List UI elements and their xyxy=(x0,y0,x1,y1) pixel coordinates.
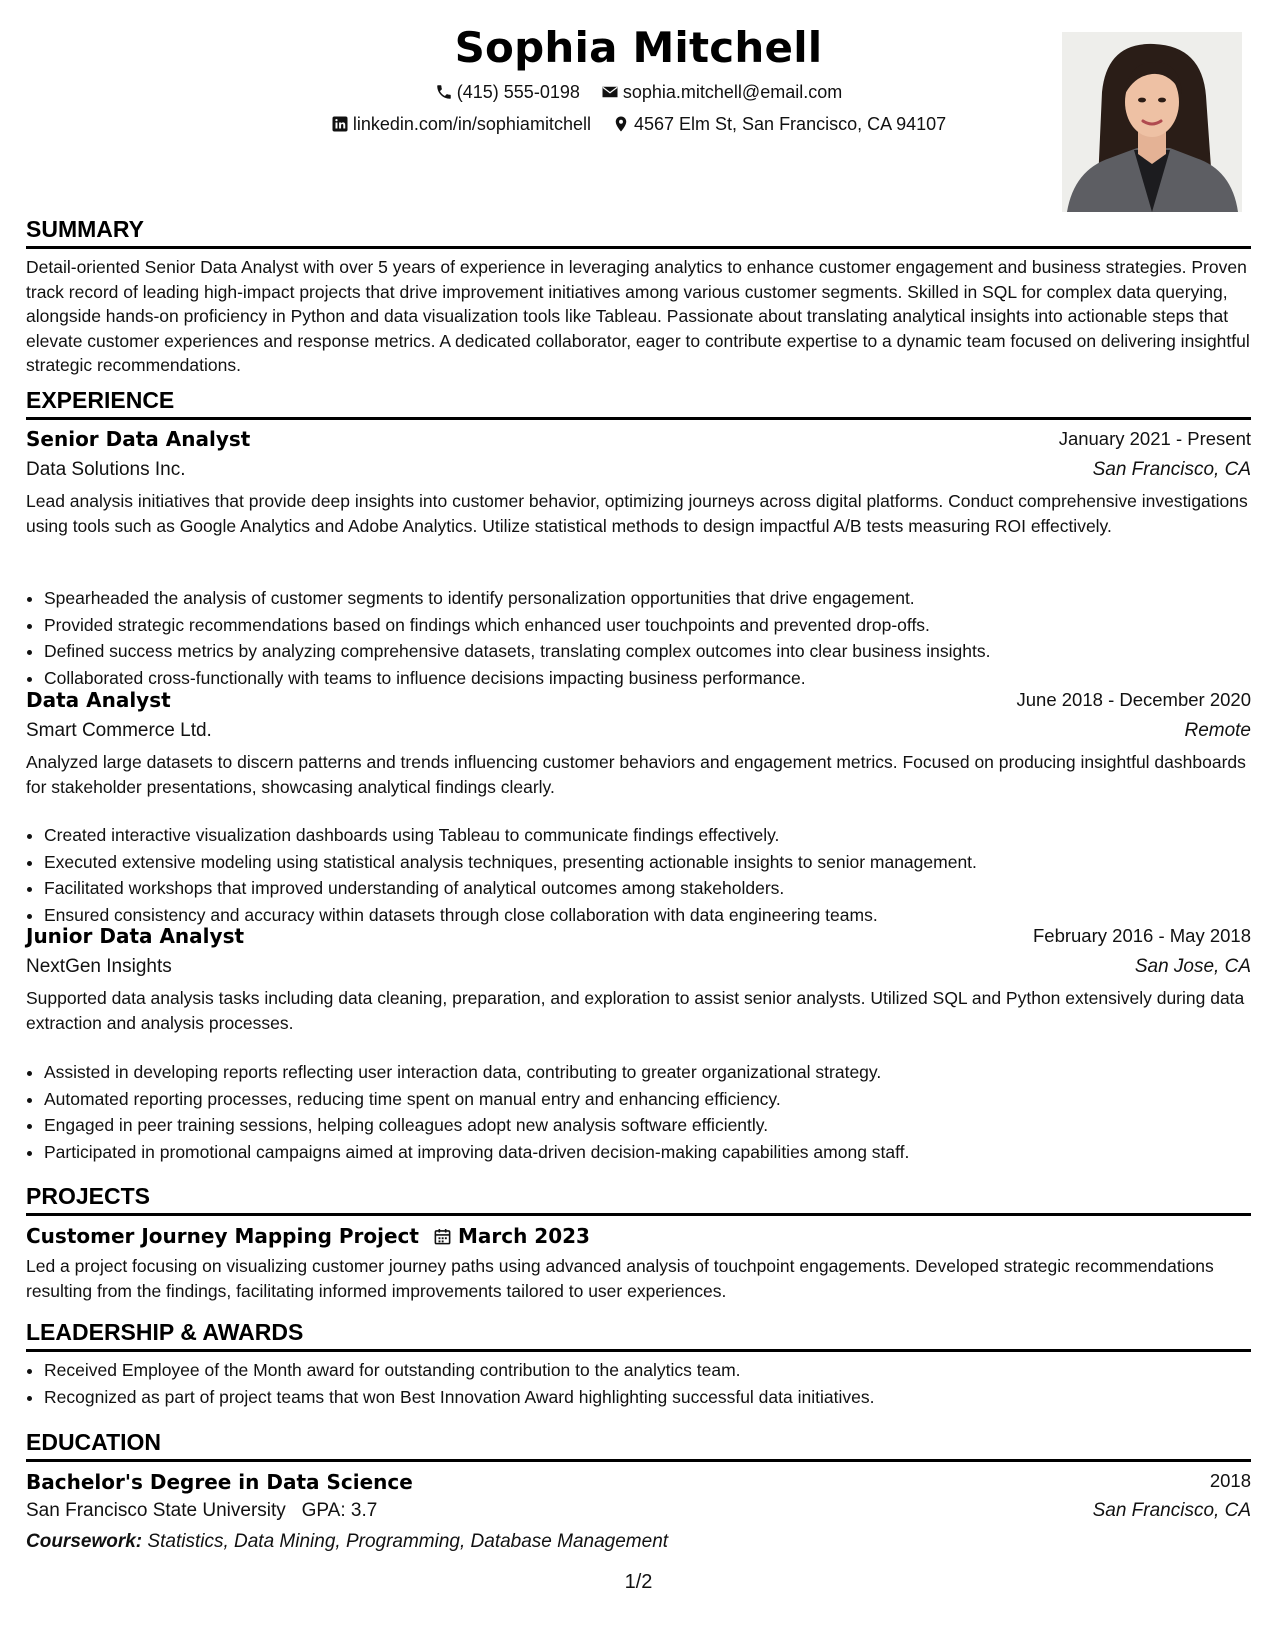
profile-photo-image xyxy=(1062,32,1242,212)
linkedin-icon xyxy=(331,115,349,133)
summary-text: Detail-oriented Senior Data Analyst with over 5 years of experience in leveraging analytics to enhance customer engagement and business strategies. Proven track record of leading high-impact projects that drive improvement initiatives among various customer segments. Skilled in SQL for complex data querying, alongside hands-on proficiency in Python and data visualization tools like Tableau. Passionate about translating analytical insights into actionable steps that elevate customer experiences and response metrics. A dedicated collaborator, eager to contribute expertise to a dynamic team focused on delivering insightful strategic recommendations. xyxy=(26,257,1250,375)
job-dates: January 2021 - Present xyxy=(1058,428,1251,449)
email-text[interactable]: sophia.mitchell@email.com xyxy=(622,82,843,102)
profile-photo xyxy=(1062,32,1242,212)
job-title: Data Analyst xyxy=(26,688,171,712)
linkedin-contact[interactable] xyxy=(331,112,591,136)
job-title: Senior Data Analyst xyxy=(26,427,251,451)
bullet-item: • Defined success metrics by analyzing comprehensive datasets, translating complex outcomes into clear business insights. xyxy=(44,638,1269,665)
coursework-label: Coursework: xyxy=(26,1531,143,1552)
coursework-text: Statistics, Data Mining, Programming, Database Management xyxy=(147,1531,669,1552)
address-text: 4567 Elm St, San Francisco, CA 94107 xyxy=(633,114,947,134)
job-bullets xyxy=(26,822,1269,928)
job-company: Smart Commerce Ltd. xyxy=(26,720,212,741)
email-contact[interactable] xyxy=(601,80,842,104)
job-description: Analyzed large datasets to discern patterns and trends influencing customer behaviors and engagement metrics. Focused on producing insightful dashboards for stakeholder presentations, showcasing analytical findings clearly. xyxy=(26,752,1246,797)
experience-heading: EXPERIENCE xyxy=(26,385,1251,420)
gpa-text: GPA: 3.7 xyxy=(301,1500,378,1521)
leadership-heading: LEADERSHIP & AWARDS xyxy=(26,1317,1251,1352)
job-dates: June 2018 - December 2020 xyxy=(1016,689,1251,710)
bullet-item: • Assisted in developing reports reflecting user interaction data, contributing to greater organizational strategy. xyxy=(44,1059,1269,1086)
leadership-bullets xyxy=(26,1357,1269,1410)
resume-page xyxy=(26,0,1251,1650)
calendar-icon xyxy=(433,1227,452,1246)
graduation-year: 2018 xyxy=(1209,1470,1251,1491)
resume-header xyxy=(26,18,1251,218)
bullet-item: • Executed extensive modeling using statistical analysis techniques, presenting actionable insights to senior management. xyxy=(44,849,1269,876)
bullet-item: • Automated reporting processes, reducing time spent on manual entry and enhancing efficiency. xyxy=(44,1086,1269,1113)
envelope-icon xyxy=(601,83,619,101)
job-location: San Francisco, CA xyxy=(1092,459,1251,480)
bullet-item: • Participated in promotional campaigns aimed at improving data-driven decision-making capabilities among staff. xyxy=(44,1139,1269,1166)
project-date: March 2023 xyxy=(457,1224,590,1248)
phone-contact xyxy=(435,80,580,104)
job-dates: February 2016 - May 2018 xyxy=(1032,925,1251,946)
project-name: Customer Journey Mapping Project xyxy=(26,1224,419,1248)
bullet-item: • Spearheaded the analysis of customer segments to identify personalization opportunities that drive engagement. xyxy=(44,585,1269,612)
school-name: San Francisco State University xyxy=(26,1500,286,1521)
map-pin-icon xyxy=(612,115,630,133)
bullet-item: • Ensured consistency and accuracy within datasets through close collaboration with data engineering teams. xyxy=(44,902,1269,929)
bullet-item: • Received Employee of the Month award for outstanding contribution to the analytics team. xyxy=(44,1357,1269,1384)
coursework-line xyxy=(26,1528,668,1556)
address-contact xyxy=(612,112,946,136)
bullet-item: • Created interactive visualization dashboards using Tableau to communicate findings effectively. xyxy=(44,822,1269,849)
job-location: Remote xyxy=(1184,720,1251,741)
job-bullets xyxy=(26,1059,1269,1165)
school-location: San Francisco, CA xyxy=(1092,1500,1251,1521)
job-title: Junior Data Analyst xyxy=(26,924,245,948)
school-line xyxy=(26,1497,377,1525)
candidate-name: Sophia Mitchell xyxy=(454,23,823,72)
bullet-item: • Collaborated cross-functionally with teams to influence decisions impacting business performance. xyxy=(44,665,1269,692)
bullet-item: • Provided strategic recommendations based on findings which enhanced user touchpoints and prevented drop-offs. xyxy=(44,612,1269,639)
project-title-row xyxy=(26,1222,590,1250)
education-heading: EDUCATION xyxy=(26,1427,1251,1462)
degree-title: Bachelor's Degree in Data Science xyxy=(26,1470,413,1494)
linkedin-text[interactable]: linkedin.com/in/sophiamitchell xyxy=(352,114,591,134)
job-description: Supported data analysis tasks including data cleaning, preparation, and exploration to assist senior analysts. Utilized SQL and Python extensively during data extraction and analysis processes. xyxy=(26,988,1245,1033)
phone-icon xyxy=(435,83,453,101)
project-description: Led a project focusing on visualizing customer journey paths using advanced analysis of touchpoint engagements. Developed strategic recommendations resulting from the findings, facilitating informed improvements tailored to user experiences. xyxy=(26,1256,1214,1301)
summary-heading: SUMMARY xyxy=(26,214,1251,249)
projects-heading: PROJECTS xyxy=(26,1181,1251,1216)
phone-text: (415) 555-0198 xyxy=(456,82,580,102)
page-number: 1/2 xyxy=(624,1571,653,1593)
job-company: NextGen Insights xyxy=(26,956,172,977)
bullet-item: • Facilitated workshops that improved understanding of analytical outcomes among stakeholders. xyxy=(44,875,1269,902)
job-location: San Jose, CA xyxy=(1134,956,1251,977)
job-description: Lead analysis initiatives that provide deep insights into customer behavior, optimizing journeys across digital platforms. Conduct comprehensive investigations using tools such as Google Analytics and Adobe Analytics. Utilize statistical methods to design impactful A/B tests measuring ROI effectively. xyxy=(26,491,1248,536)
job-company: Data Solutions Inc. xyxy=(26,459,186,480)
job-bullets xyxy=(26,585,1269,691)
bullet-item: • Recognized as part of project teams that won Best Innovation Award highlighting successful data initiatives. xyxy=(44,1384,1269,1411)
bullet-item: • Engaged in peer training sessions, helping colleagues adopt new analysis software efficiently. xyxy=(44,1112,1269,1139)
